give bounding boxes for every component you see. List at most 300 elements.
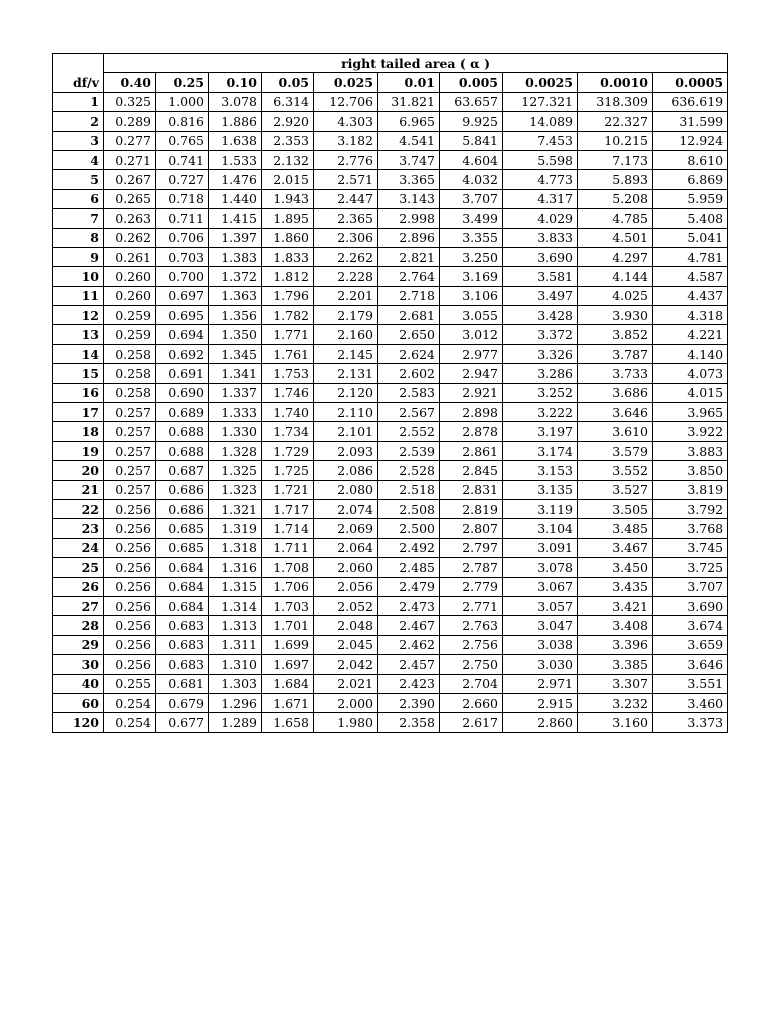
critical-value-cell: 5.893 (578, 170, 653, 189)
critical-value-cell: 3.610 (578, 422, 653, 441)
critical-value-cell: 0.258 (104, 364, 156, 383)
critical-value-cell: 0.256 (104, 538, 156, 557)
df-cell: 14 (53, 344, 104, 363)
critical-value-cell: 2.048 (314, 616, 378, 635)
df-cell: 29 (53, 635, 104, 654)
df-cell: 7 (53, 209, 104, 228)
critical-value-cell: 0.260 (104, 267, 156, 286)
critical-value-cell: 0.260 (104, 286, 156, 305)
critical-value-cell: 3.372 (503, 325, 578, 344)
critical-value-cell: 0.257 (104, 403, 156, 422)
critical-value-cell: 3.707 (653, 577, 728, 596)
critical-value-cell: 2.086 (314, 461, 378, 480)
df-cell: 20 (53, 461, 104, 480)
table-row (53, 209, 728, 228)
critical-value-cell: 3.250 (440, 247, 503, 266)
critical-value-cell: 3.850 (653, 461, 728, 480)
critical-value-cell: 3.078 (503, 558, 578, 577)
critical-value-cell: 0.816 (156, 112, 209, 131)
critical-value-cell: 1.000 (156, 92, 209, 111)
critical-value-cell: 3.326 (503, 344, 578, 363)
critical-value-cell: 3.119 (503, 499, 578, 518)
critical-value-cell: 2.358 (378, 713, 440, 732)
critical-value-cell: 1.356 (209, 306, 262, 325)
critical-value-cell: 1.761 (262, 344, 314, 363)
critical-value-cell: 2.617 (440, 713, 503, 732)
critical-value-cell: 2.779 (440, 577, 503, 596)
critical-value-cell: 3.169 (440, 267, 503, 286)
critical-value-cell: 636.619 (653, 92, 728, 111)
df-cell: 30 (53, 655, 104, 674)
critical-value-cell: 4.501 (578, 228, 653, 247)
df-cell: 13 (53, 325, 104, 344)
critical-value-cell: 2.101 (314, 422, 378, 441)
critical-value-cell: 4.297 (578, 247, 653, 266)
critical-value-cell: 1.943 (262, 189, 314, 208)
critical-value-cell: 1.708 (262, 558, 314, 577)
critical-value-cell: 2.423 (378, 674, 440, 693)
critical-value-cell: 0.697 (156, 286, 209, 305)
critical-value-cell: 0.741 (156, 150, 209, 169)
alpha-column-header: 0.005 (440, 73, 503, 92)
critical-value-cell: 3.055 (440, 306, 503, 325)
critical-value-cell: 2.821 (378, 247, 440, 266)
critical-value-cell: 3.143 (378, 189, 440, 208)
alpha-column-header: 0.0010 (578, 73, 653, 92)
critical-value-cell: 4.437 (653, 286, 728, 305)
critical-value-cell: 0.256 (104, 519, 156, 538)
df-cell: 23 (53, 519, 104, 538)
critical-value-cell: 2.110 (314, 403, 378, 422)
critical-value-cell: 2.681 (378, 306, 440, 325)
critical-value-cell: 0.681 (156, 674, 209, 693)
critical-value-cell: 1.316 (209, 558, 262, 577)
df-cell: 15 (53, 364, 104, 383)
critical-value-cell: 3.690 (653, 596, 728, 615)
critical-value-cell: 0.289 (104, 112, 156, 131)
df-cell: 6 (53, 189, 104, 208)
critical-value-cell: 10.215 (578, 131, 653, 150)
critical-value-cell: 22.327 (578, 112, 653, 131)
critical-value-cell: 0.277 (104, 131, 156, 150)
critical-value-cell: 1.721 (262, 480, 314, 499)
critical-value-cell: 1.734 (262, 422, 314, 441)
critical-value-cell: 2.787 (440, 558, 503, 577)
critical-value-cell: 0.256 (104, 499, 156, 518)
critical-value-cell: 1.372 (209, 267, 262, 286)
critical-value-cell: 3.067 (503, 577, 578, 596)
df-cell: 25 (53, 558, 104, 577)
critical-value-cell: 2.756 (440, 635, 503, 654)
critical-value-cell: 3.355 (440, 228, 503, 247)
critical-value-cell: 0.684 (156, 596, 209, 615)
table-row (53, 616, 728, 635)
critical-value-cell: 5.841 (440, 131, 503, 150)
critical-value-cell: 2.624 (378, 344, 440, 363)
critical-value-cell: 0.254 (104, 693, 156, 712)
critical-value-cell: 0.688 (156, 441, 209, 460)
df-cell: 3 (53, 131, 104, 150)
critical-value-cell: 1.533 (209, 150, 262, 169)
critical-value-cell: 0.257 (104, 422, 156, 441)
critical-value-cell: 1.415 (209, 209, 262, 228)
critical-value-cell: 2.845 (440, 461, 503, 480)
critical-value-cell: 0.695 (156, 306, 209, 325)
critical-value-cell: 2.462 (378, 635, 440, 654)
table-row (53, 655, 728, 674)
critical-value-cell: 2.080 (314, 480, 378, 499)
caption-row (53, 54, 728, 73)
critical-value-cell: 1.341 (209, 364, 262, 383)
corner-cell (53, 54, 104, 73)
critical-value-cell: 2.093 (314, 441, 378, 460)
critical-value-cell: 0.683 (156, 635, 209, 654)
table-row (53, 577, 728, 596)
table-row (53, 713, 728, 732)
table-row (53, 344, 728, 363)
critical-value-cell: 3.930 (578, 306, 653, 325)
critical-value-cell: 3.733 (578, 364, 653, 383)
critical-value-cell: 12.924 (653, 131, 728, 150)
critical-value-cell: 2.776 (314, 150, 378, 169)
critical-value-cell: 3.078 (209, 92, 262, 111)
critical-value-cell: 1.303 (209, 674, 262, 693)
critical-value-cell: 14.089 (503, 112, 578, 131)
critical-value-cell: 3.222 (503, 403, 578, 422)
critical-value-cell: 3.965 (653, 403, 728, 422)
critical-value-cell: 2.998 (378, 209, 440, 228)
critical-value-cell: 127.321 (503, 92, 578, 111)
critical-value-cell: 0.257 (104, 480, 156, 499)
critical-value-cell: 1.717 (262, 499, 314, 518)
table-row (53, 441, 728, 460)
critical-value-cell: 2.492 (378, 538, 440, 557)
critical-value-cell: 2.819 (440, 499, 503, 518)
critical-value-cell: 0.689 (156, 403, 209, 422)
critical-value-cell: 0.685 (156, 538, 209, 557)
critical-value-cell: 1.671 (262, 693, 314, 712)
critical-value-cell: 1.658 (262, 713, 314, 732)
critical-value-cell: 0.687 (156, 461, 209, 480)
critical-value-cell: 4.317 (503, 189, 578, 208)
critical-value-cell: 2.539 (378, 441, 440, 460)
critical-value-cell: 2.131 (314, 364, 378, 383)
critical-value-cell: 2.365 (314, 209, 378, 228)
table-row (53, 306, 728, 325)
critical-value-cell: 1.363 (209, 286, 262, 305)
critical-value-cell: 3.435 (578, 577, 653, 596)
critical-value-cell: 2.021 (314, 674, 378, 693)
critical-value-cell: 3.385 (578, 655, 653, 674)
critical-value-cell: 2.201 (314, 286, 378, 305)
critical-value-cell: 3.505 (578, 499, 653, 518)
critical-value-cell: 0.706 (156, 228, 209, 247)
critical-value-cell: 3.160 (578, 713, 653, 732)
df-cell: 16 (53, 383, 104, 402)
critical-value-cell: 2.898 (440, 403, 503, 422)
critical-value-cell: 0.265 (104, 189, 156, 208)
critical-value-cell: 2.518 (378, 480, 440, 499)
df-cell: 60 (53, 693, 104, 712)
critical-value-cell: 2.915 (503, 693, 578, 712)
alpha-column-header: 0.05 (262, 73, 314, 92)
critical-value-cell: 2.528 (378, 461, 440, 480)
critical-value-cell: 3.365 (378, 170, 440, 189)
critical-value-cell: 2.120 (314, 383, 378, 402)
df-cell: 17 (53, 403, 104, 422)
critical-value-cell: 8.610 (653, 150, 728, 169)
critical-value-cell: 2.064 (314, 538, 378, 557)
table-row (53, 558, 728, 577)
critical-value-cell: 3.552 (578, 461, 653, 480)
critical-value-cell: 0.256 (104, 655, 156, 674)
df-cell: 28 (53, 616, 104, 635)
critical-value-cell: 6.869 (653, 170, 728, 189)
critical-value-cell: 2.567 (378, 403, 440, 422)
critical-value-cell: 1.289 (209, 713, 262, 732)
critical-value-cell: 3.307 (578, 674, 653, 693)
critical-value-cell: 3.286 (503, 364, 578, 383)
critical-value-cell: 1.330 (209, 422, 262, 441)
df-cell: 1 (53, 92, 104, 111)
df-cell: 27 (53, 596, 104, 615)
critical-value-cell: 1.476 (209, 170, 262, 189)
critical-value-cell: 0.255 (104, 674, 156, 693)
df-cell: 26 (53, 577, 104, 596)
critical-value-cell: 3.012 (440, 325, 503, 344)
critical-value-cell: 4.140 (653, 344, 728, 363)
critical-value-cell: 3.030 (503, 655, 578, 674)
df-cell: 10 (53, 267, 104, 286)
alpha-column-header: 0.0005 (653, 73, 728, 92)
df-cell: 5 (53, 170, 104, 189)
critical-value-cell: 3.408 (578, 616, 653, 635)
table-row (53, 538, 728, 557)
df-cell: 9 (53, 247, 104, 266)
df-cell: 120 (53, 713, 104, 732)
table-row (53, 383, 728, 402)
critical-value-cell: 2.650 (378, 325, 440, 344)
critical-value-cell: 31.599 (653, 112, 728, 131)
critical-value-cell: 3.153 (503, 461, 578, 480)
df-cell: 8 (53, 228, 104, 247)
critical-value-cell: 1.337 (209, 383, 262, 402)
df-cell: 24 (53, 538, 104, 557)
critical-value-cell: 1.697 (262, 655, 314, 674)
critical-value-cell: 0.703 (156, 247, 209, 266)
critical-value-cell: 0.683 (156, 616, 209, 635)
critical-value-cell: 4.073 (653, 364, 728, 383)
critical-value-cell: 5.598 (503, 150, 578, 169)
critical-value-cell: 2.145 (314, 344, 378, 363)
alpha-column-header: 0.0025 (503, 73, 578, 92)
critical-value-cell: 4.032 (440, 170, 503, 189)
table-row (53, 112, 728, 131)
critical-value-cell: 2.179 (314, 306, 378, 325)
critical-value-cell: 2.056 (314, 577, 378, 596)
critical-value-cell: 0.686 (156, 499, 209, 518)
critical-value-cell: 1.740 (262, 403, 314, 422)
critical-value-cell: 1.699 (262, 635, 314, 654)
critical-value-cell: 0.258 (104, 344, 156, 363)
critical-value-cell: 2.831 (440, 480, 503, 499)
critical-value-cell: 0.690 (156, 383, 209, 402)
critical-value-cell: 0.257 (104, 441, 156, 460)
critical-value-cell: 2.861 (440, 441, 503, 460)
critical-value-cell: 3.646 (653, 655, 728, 674)
critical-value-cell: 0.256 (104, 558, 156, 577)
critical-value-cell: 3.373 (653, 713, 728, 732)
critical-value-cell: 1.328 (209, 441, 262, 460)
critical-value-cell: 2.262 (314, 247, 378, 266)
critical-value-cell: 2.718 (378, 286, 440, 305)
critical-value-cell: 3.106 (440, 286, 503, 305)
critical-value-cell: 1.296 (209, 693, 262, 712)
critical-value-cell: 0.700 (156, 267, 209, 286)
critical-value-cell: 4.025 (578, 286, 653, 305)
critical-value-cell: 2.000 (314, 693, 378, 712)
critical-value-cell: 1.796 (262, 286, 314, 305)
critical-value-cell: 1.638 (209, 131, 262, 150)
critical-value-cell: 2.500 (378, 519, 440, 538)
critical-value-cell: 0.711 (156, 209, 209, 228)
critical-value-cell: 2.160 (314, 325, 378, 344)
critical-value-cell: 3.551 (653, 674, 728, 693)
critical-value-cell: 1.980 (314, 713, 378, 732)
critical-value-cell: 3.182 (314, 131, 378, 150)
critical-value-cell: 3.674 (653, 616, 728, 635)
critical-value-cell: 3.038 (503, 635, 578, 654)
critical-value-cell: 1.701 (262, 616, 314, 635)
table-row (53, 674, 728, 693)
t-distribution-table (52, 53, 728, 733)
critical-value-cell: 63.657 (440, 92, 503, 111)
critical-value-cell: 2.771 (440, 596, 503, 615)
table-row (53, 364, 728, 383)
critical-value-cell: 1.345 (209, 344, 262, 363)
critical-value-cell: 2.750 (440, 655, 503, 674)
critical-value-cell: 1.812 (262, 267, 314, 286)
critical-value-cell: 0.686 (156, 480, 209, 499)
critical-value-cell: 2.060 (314, 558, 378, 577)
critical-value-cell: 2.971 (503, 674, 578, 693)
critical-value-cell: 0.679 (156, 693, 209, 712)
critical-value-cell: 1.310 (209, 655, 262, 674)
critical-value-cell: 0.256 (104, 577, 156, 596)
critical-value-cell: 1.321 (209, 499, 262, 518)
critical-value-cell: 3.768 (653, 519, 728, 538)
critical-value-cell: 2.052 (314, 596, 378, 615)
critical-value-cell: 2.552 (378, 422, 440, 441)
critical-value-cell: 0.692 (156, 344, 209, 363)
critical-value-cell: 2.467 (378, 616, 440, 635)
critical-value-cell: 3.745 (653, 538, 728, 557)
table-caption: right tailed area ( α ) (104, 54, 728, 73)
critical-value-cell: 4.541 (378, 131, 440, 150)
critical-value-cell: 2.228 (314, 267, 378, 286)
table-row (53, 189, 728, 208)
table-row (53, 286, 728, 305)
critical-value-cell: 0.718 (156, 189, 209, 208)
critical-value-cell: 3.428 (503, 306, 578, 325)
critical-value-cell: 3.450 (578, 558, 653, 577)
critical-value-cell: 3.819 (653, 480, 728, 499)
critical-value-cell: 4.785 (578, 209, 653, 228)
critical-value-cell: 2.074 (314, 499, 378, 518)
critical-value-cell: 3.852 (578, 325, 653, 344)
critical-value-cell: 0.259 (104, 325, 156, 344)
critical-value-cell: 4.029 (503, 209, 578, 228)
critical-value-cell: 2.457 (378, 655, 440, 674)
df-cell: 40 (53, 674, 104, 693)
critical-value-cell: 3.467 (578, 538, 653, 557)
critical-value-cell: 1.714 (262, 519, 314, 538)
df-cell: 2 (53, 112, 104, 131)
critical-value-cell: 2.860 (503, 713, 578, 732)
critical-value-cell: 1.706 (262, 577, 314, 596)
df-cell: 22 (53, 499, 104, 518)
critical-value-cell: 3.091 (503, 538, 578, 557)
critical-value-cell: 7.173 (578, 150, 653, 169)
critical-value-cell: 2.069 (314, 519, 378, 538)
critical-value-cell: 1.319 (209, 519, 262, 538)
critical-value-cell: 3.747 (378, 150, 440, 169)
critical-value-cell: 2.447 (314, 189, 378, 208)
df-cell: 18 (53, 422, 104, 441)
critical-value-cell: 0.256 (104, 596, 156, 615)
critical-value-cell: 0.256 (104, 616, 156, 635)
critical-value-cell: 2.132 (262, 150, 314, 169)
critical-value-cell: 0.677 (156, 713, 209, 732)
alpha-column-header: 0.10 (209, 73, 262, 92)
critical-value-cell: 3.174 (503, 441, 578, 460)
table-row (53, 499, 728, 518)
critical-value-cell: 2.306 (314, 228, 378, 247)
critical-value-cell: 3.527 (578, 480, 653, 499)
critical-value-cell: 1.323 (209, 480, 262, 499)
critical-value-cell: 6.965 (378, 112, 440, 131)
critical-value-cell: 12.706 (314, 92, 378, 111)
critical-value-cell: 0.688 (156, 422, 209, 441)
critical-value-cell: 2.015 (262, 170, 314, 189)
critical-value-cell: 1.333 (209, 403, 262, 422)
critical-value-cell: 1.684 (262, 674, 314, 693)
critical-value-cell: 5.208 (578, 189, 653, 208)
critical-value-cell: 2.042 (314, 655, 378, 674)
critical-value-cell: 5.408 (653, 209, 728, 228)
alpha-column-header: 0.025 (314, 73, 378, 92)
critical-value-cell: 3.460 (653, 693, 728, 712)
critical-value-cell: 0.263 (104, 209, 156, 228)
critical-value-cell: 3.579 (578, 441, 653, 460)
critical-value-cell: 3.197 (503, 422, 578, 441)
critical-value-cell: 0.261 (104, 247, 156, 266)
critical-value-cell: 2.602 (378, 364, 440, 383)
critical-value-cell: 3.787 (578, 344, 653, 363)
critical-value-cell: 3.485 (578, 519, 653, 538)
table-row (53, 635, 728, 654)
critical-value-cell: 3.581 (503, 267, 578, 286)
alpha-header-row (53, 73, 728, 92)
critical-value-cell: 2.704 (440, 674, 503, 693)
critical-value-cell: 4.303 (314, 112, 378, 131)
critical-value-cell: 4.781 (653, 247, 728, 266)
critical-value-cell: 0.257 (104, 461, 156, 480)
critical-value-cell: 1.833 (262, 247, 314, 266)
critical-value-cell: 1.314 (209, 596, 262, 615)
critical-value-cell: 1.729 (262, 441, 314, 460)
critical-value-cell: 2.571 (314, 170, 378, 189)
